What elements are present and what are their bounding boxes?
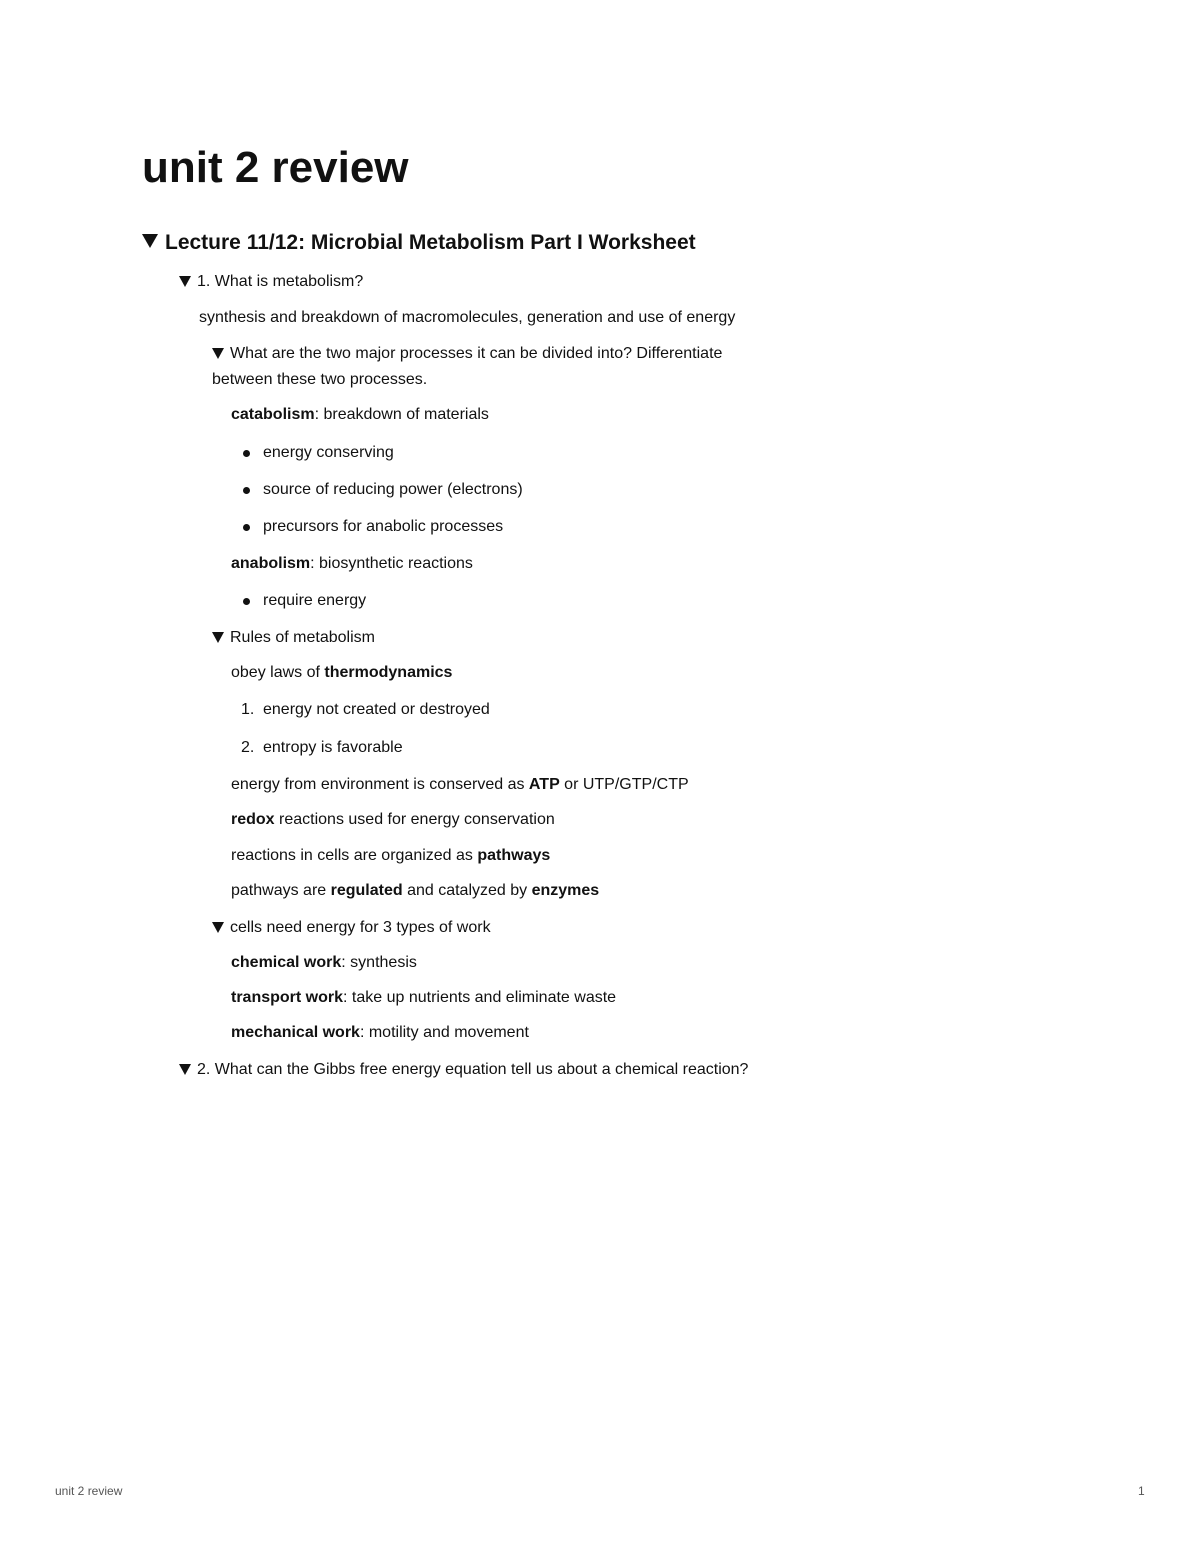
- atp-suffix: or UTP/GTP/CTP: [559, 776, 689, 793]
- anabolism-def: : biosynthetic reactions: [310, 555, 473, 572]
- work-def: : motility and movement: [359, 1024, 529, 1041]
- work-item-chemical: [231, 950, 417, 976]
- anabolism-term: anabolism: [231, 555, 311, 572]
- atp-line: [231, 772, 689, 798]
- toggle-triangle-icon[interactable]: [179, 276, 191, 287]
- work-item-mechanical: [231, 1020, 529, 1046]
- pathways-prefix: reactions in cells are organized as: [231, 847, 478, 864]
- thermodynamics-term: thermodynamics: [324, 664, 453, 681]
- sub-toggle-work-label: cells need energy for 3 types of work: [230, 919, 491, 936]
- toggle-triangle-icon[interactable]: [212, 632, 224, 643]
- catabolism-def: : breakdown of materials: [314, 406, 489, 423]
- thermodynamics-prefix: obey laws of: [231, 664, 325, 681]
- sub-toggle-rules[interactable]: [212, 625, 375, 651]
- sub-toggle-processes[interactable]: [212, 341, 722, 367]
- bullet-icon: [243, 598, 250, 605]
- question-2-label: 2. What can the Gibbs free energy equation tell us about a chemical reaction?: [197, 1061, 749, 1078]
- footer-title: unit 2 review: [55, 1484, 123, 1498]
- atp-term: ATP: [528, 776, 560, 793]
- catabolism-definition: [231, 402, 489, 428]
- bullet-icon: [243, 450, 250, 457]
- question-1-label: 1. What is metabolism?: [197, 273, 364, 290]
- list-item: source of reducing power (electrons): [263, 481, 523, 498]
- toggle-triangle-icon[interactable]: [212, 348, 224, 359]
- work-item-transport: [231, 985, 616, 1011]
- law-2-number: 2.: [241, 739, 255, 756]
- toggle-triangle-icon[interactable]: [142, 234, 158, 248]
- sub-toggle-processes-line1: What are the two major processes it can be divided into? Differentiate: [230, 345, 723, 362]
- work-def: : synthesis: [341, 954, 417, 971]
- work-term: transport work: [231, 989, 344, 1006]
- question-2-toggle[interactable]: [179, 1057, 748, 1083]
- page-number: 1: [1138, 1484, 1145, 1498]
- law-1-number: 1.: [241, 701, 255, 718]
- law-1-text: energy not created or destroyed: [263, 701, 490, 718]
- redox-line: [231, 807, 555, 833]
- enzymes-term: enzymes: [531, 882, 600, 899]
- work-def: : take up nutrients and eliminate waste: [343, 989, 617, 1006]
- regulated-term: regulated: [330, 882, 403, 899]
- question-1-toggle[interactable]: [179, 269, 363, 295]
- question-1-answer: synthesis and breakdown of macromolecules, generation and use of energy: [199, 309, 736, 326]
- bullet-icon: [243, 487, 250, 494]
- list-item: require energy: [263, 592, 367, 609]
- toggle-triangle-icon[interactable]: [179, 1064, 191, 1075]
- redox-term: redox: [231, 811, 275, 828]
- list-item: precursors for anabolic processes: [263, 518, 504, 535]
- section-heading[interactable]: [142, 229, 696, 257]
- sub-toggle-processes-line2: between these two processes.: [212, 371, 428, 388]
- sub-toggle-work[interactable]: [212, 915, 491, 941]
- catabolism-term: catabolism: [231, 406, 315, 423]
- pathways-line: [231, 843, 550, 869]
- sub-toggle-rules-label: Rules of metabolism: [230, 629, 375, 646]
- work-term: chemical work: [231, 954, 342, 971]
- document-title: unit 2 review: [142, 143, 409, 192]
- regulated-prefix: pathways are: [231, 882, 331, 899]
- atp-prefix: energy from environment is conserved as: [231, 776, 529, 793]
- redox-suffix: reactions used for energy conservation: [274, 811, 555, 828]
- toggle-triangle-icon[interactable]: [212, 922, 224, 933]
- regulated-mid: and catalyzed by: [402, 882, 532, 899]
- regulated-line: [231, 878, 599, 904]
- pathways-term: pathways: [477, 847, 551, 864]
- law-2-text: entropy is favorable: [263, 739, 403, 756]
- anabolism-definition: [231, 551, 473, 577]
- list-item: energy conserving: [263, 444, 394, 461]
- thermodynamics-line: [231, 660, 452, 686]
- section-heading-text: Lecture 11/12: Microbial Metabolism Part I Worksheet: [165, 231, 696, 254]
- bullet-icon: [243, 524, 250, 531]
- work-term: mechanical work: [231, 1024, 360, 1041]
